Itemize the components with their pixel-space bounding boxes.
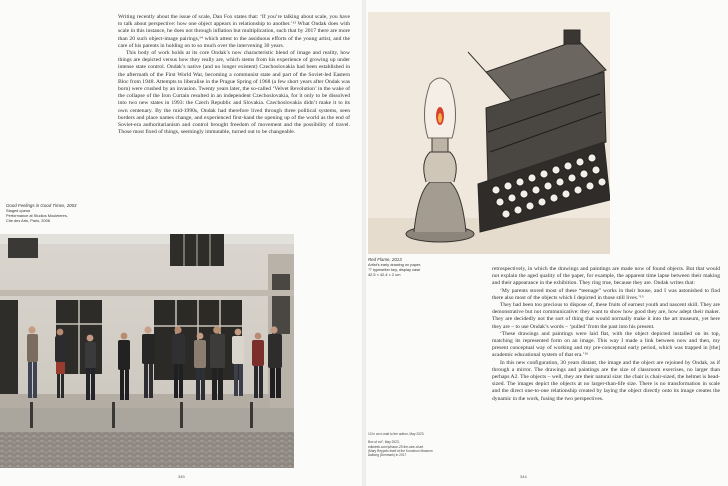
footnote-line: edtoleek.com/p/issue-29-the-size-of-art: [368, 444, 424, 449]
footnotes: [368, 432, 484, 457]
queue-photograph-image: [0, 234, 294, 468]
right-caption: [368, 258, 478, 278]
right-paragraph-3: They had been too precious to dispose of, these fruits of earnest youth and nascent skill. They are demonstrative but not communicative: they want to show how good they are, how adept their maker. They are decidedly not the sort of thing that would normally make it into the art museum, yet here they are – to use Ondak’s words – ‘pulled’ from the past into his present.: [492, 302, 720, 330]
left-folio: 345: [178, 474, 185, 479]
footnote-line: Aalborg (Denmark) in 2017: [368, 453, 407, 458]
right-caption-title: Red Flame, 2013: [368, 257, 402, 262]
left-paragraph-2: This body of work holds at its core Ondak’s now characteristic blend of image and reality, how things are depicted versus how they really are, which stems from his experience of growing up under intense state control. Ondak’s native (and no longer existent) Czechoslovakia had been established in the aftermath of the First World War, becoming a communist state and part of the Soviet-led Eastern Bloc from 1948. Attempts to liberalise in the Prague Spring of 1968 (a few short years after Ondak was born) were crushed by an invasion. Twenty years later, the so-called ‘Velvet Revolution’ in the wake of the collapse of the Iron Curtain resulted in an independent Czechoslovakia, for it only to be dissolved into two new states in 1993: the Czech Republic and Slovakia. Czechoslovakia didn’t make it to its own centenary. By the mid-1990s, Ondak had therefore lived through three political systems, seen borders and place names change, and experienced first-hand the opening up of the world as the end of Soviet-era authoritarianism and control brought freedom of movement and the possibility of travel. Those most fixed of things, seemingly immutable, turned out to be changeable.: [118, 50, 350, 136]
right-paragraph-1: retrospectively, in which the drawings and paintings are made now of found objects. But that would not explain the aged quality of the paper, for example, the apparent time lapse between their making and their appearance in the exhibition. They ring true, because they are. Ondak writes that:: [492, 266, 720, 287]
left-caption-line: Cite des Arts, Paris, 2008: [6, 217, 50, 223]
right-body-text: [492, 266, 720, 403]
right-folio: 344: [520, 474, 527, 479]
left-caption-title: Good Feelings in Good Times, 2003: [6, 203, 77, 208]
lamp-typewriter-drawing: [368, 12, 610, 254]
lamp-typewriter-illustration: [368, 12, 610, 254]
footnote-line: 13 In an e-mail to the author, May 2023.: [368, 432, 425, 436]
left-paragraph-1: Writing recently about the issue of scale, Dan Fox states that: ‘If you’re talking about scale, you have to talk about perspective: how one object appears in relationship to another.’¹³ What Ondak does with scale in this instance, he does not through inflation but multiplication, such that by 2017 there are more than 20 such object-image pairings,¹⁴ which attest to the assiduous efforts of the young artist, and the care of his parents in holding on to so much over the intervening 30 years.: [118, 14, 350, 49]
right-caption-line: 42.5 × 42.4 × 2 cm: [368, 271, 401, 277]
queue-photograph: [0, 234, 294, 468]
left-caption: [6, 204, 106, 224]
left-body-text: [118, 14, 350, 136]
right-paragraph-2: ‘My parents stored most of these “teenage” works in their house, and I was astonished to find there also most of the objects which I depicted in those still lives.’¹⁵: [492, 287, 720, 301]
right-caption-line: ‘T’ typewriter key, display case: [368, 266, 421, 272]
footnote-line: (Mary Reppels itself at the Koroshon Museum: [368, 448, 433, 453]
right-paragraph-4: ‘These drawings and paintings were laid flat, with the object depicted installed on its top, matching its represented form on an image. This way I made a link between now and then, my present conceptual way of working and my pre-conceptual early period, which was trapped in [the] academic educational system of that era.’¹⁶: [492, 330, 720, 359]
footnote-line: Box of m//', May 2023,: [368, 440, 400, 445]
right-caption-line: Artist’s early drawing on paper,: [368, 261, 422, 267]
left-page: [0, 0, 362, 486]
left-caption-line: Staged queue: [6, 207, 31, 213]
right-paragraph-5: In this new configuration, 30 years distant, the image and the object are rejoined by Ondak, as if through a mirror. The drawings and paintings are the size of classroom exercises, no larger than perhaps A2. The objects – well, they are their natural size: the chair is chair-sized, the helmet is head-sized. The images depict the objects at no larger-than-life size. There is no transformation in scale and the direct one-to-one relationship created by laying the object directly onto its image creates the dynamic in the work, fusing the two perspectives.: [492, 359, 720, 402]
left-caption-line: Performance at Studios Mouleleres,: [6, 212, 68, 218]
